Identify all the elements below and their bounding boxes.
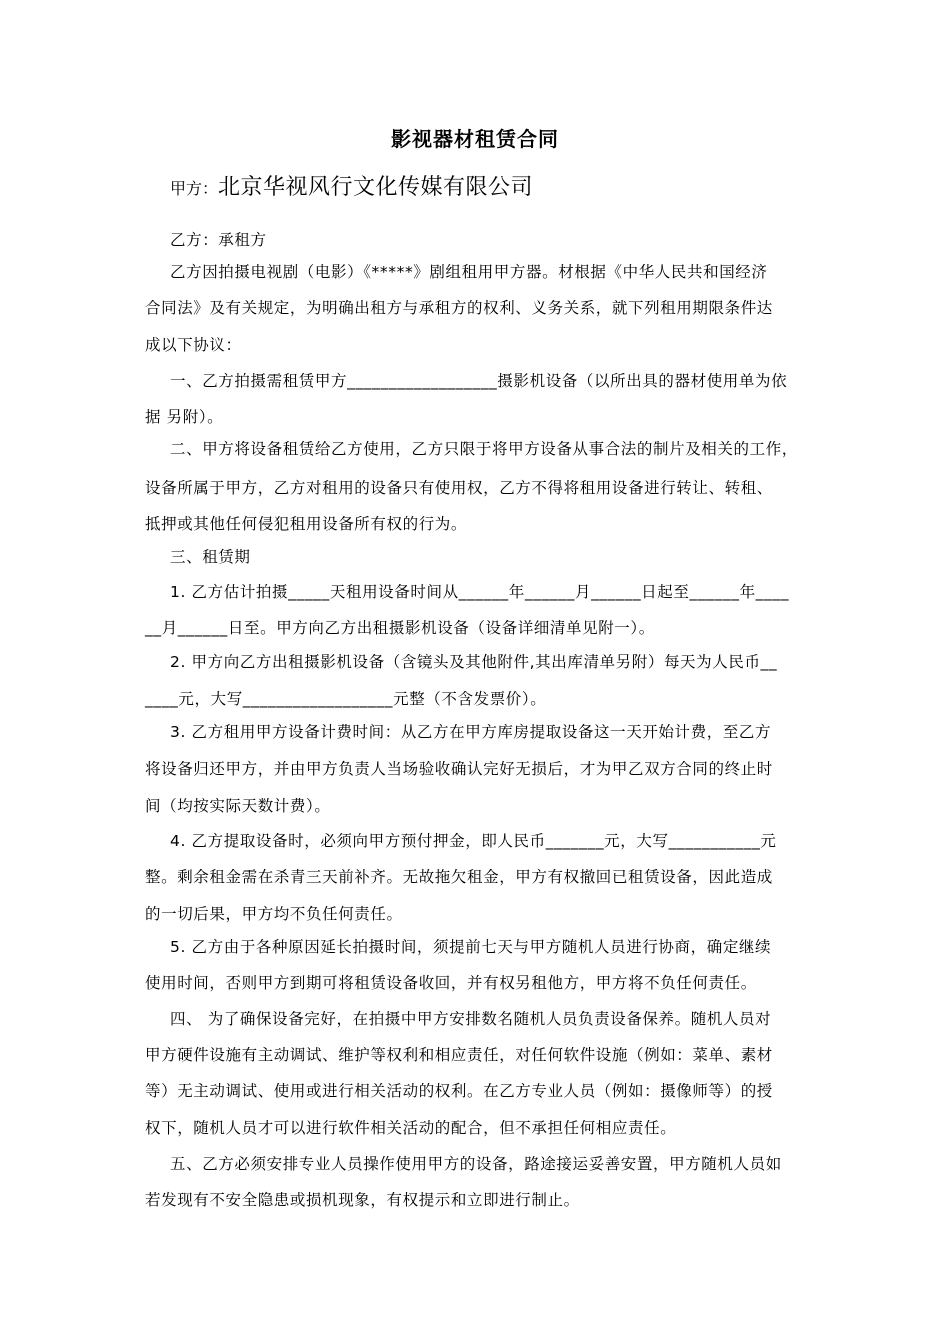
text-line: 五、乙方必须安排专业人员操作使用甲方的设备，路途接运妥善安置，甲方随机人员如: [170, 1155, 782, 1173]
text-line: 据 另附）。: [145, 408, 224, 426]
text-line: 成以下协议：: [145, 336, 242, 354]
text-line: 四、 为了确保设备完好，在拍摄中甲方安排数名随机人员负责设备保养。随机人员对: [170, 1010, 772, 1028]
text-line: 4. 乙方提取设备时，必须向甲方预付押金，即人民币_______元，大写___________元: [170, 832, 777, 850]
text-line: 权下，随机人员才可以进行软件相关活动的配合，但不承担任何相应责任。: [145, 1119, 677, 1137]
text-line: 整。剩余租金需在杀青三天前补齐。无故拖欠租金，甲方有权撤回已租赁设备，因此造成: [145, 868, 773, 886]
text-line: ____元，大写__________________元整（不含发票价）。: [145, 690, 547, 708]
text-line: 抵押或其他任何侵犯租用设备所有权的行为。: [145, 515, 468, 533]
text-line: 设备所属于甲方，乙方对租用的设备只有使用权，乙方不得将租用设备进行转让、转租、: [145, 479, 773, 497]
text-line: __月______日至。甲方向乙方出租摄影机设备（设备详细清单见附一）。: [145, 619, 655, 637]
text-line: 若发现有不安全隐患或损机现象，有权提示和立即进行制止。: [145, 1191, 580, 1209]
text-line: 三、租赁期: [170, 548, 251, 566]
text-line: 将设备归还甲方，并由甲方负责人当场验收确认完好无损后，才为甲乙双方合同的终止时: [145, 760, 773, 778]
text-line: 甲方硬件设施有主动调试、维护等权利和相应责任，对任何软件设施（例如：菜单、素材: [145, 1046, 773, 1064]
text-line: 1. 乙方估计拍摄_____天租用设备时间从______年______月______日起至______年____: [170, 583, 790, 601]
text-line: 2. 甲方向乙方出租摄影机设备（含镜头及其他附件,其出库清单另附）每天为人民币__: [170, 653, 778, 671]
document-title: 影视器材租赁合同: [391, 127, 559, 151]
text-line: 的一切后果，甲方均不负任何责任。: [145, 905, 403, 923]
text-line: 5. 乙方由于各种原因延长拍摄时间，须提前七天与甲方随机人员进行协商，确定继续: [170, 938, 772, 956]
text-line: 乙方因拍摄电视剧（电影）《*****》剧组租用甲方器。材根据《中华人民共和国经济: [170, 263, 768, 281]
party-a-label: 甲方：: [170, 179, 219, 198]
text-line: 3. 乙方租用甲方设备计费时间：从乙方在甲方库房提取设备这一天开始计费，至乙方: [170, 723, 772, 741]
text-line: 间（均按实际天数计费）。: [145, 797, 331, 815]
text-line: 使用时间，否则甲方到期可将租赁设备收回，并有权另租他方，甲方将不负任何责任。: [145, 974, 757, 992]
text-line: 合同法》及有关规定，为明确出租方与承租方的权利、义务关系，就下列租用期限条件达: [145, 299, 773, 317]
text-line: 乙方：承租方: [170, 231, 267, 249]
text-line: 一、乙方拍摄需租赁甲方__________________摄影机设备（以所出具的器材使用单为依: [170, 372, 788, 390]
text-line: 二、甲方将设备租赁给乙方使用，乙方只限于将甲方设备从事合法的制片及相关的工作，: [170, 440, 798, 458]
text-line: 等）无主动调试、使用或进行相关活动的权利。在乙方专业人员（例如：摄像师等）的授: [145, 1082, 773, 1100]
party-a: [170, 170, 533, 201]
party-a-name: 北京华视风行文化传媒有限公司: [218, 175, 534, 200]
